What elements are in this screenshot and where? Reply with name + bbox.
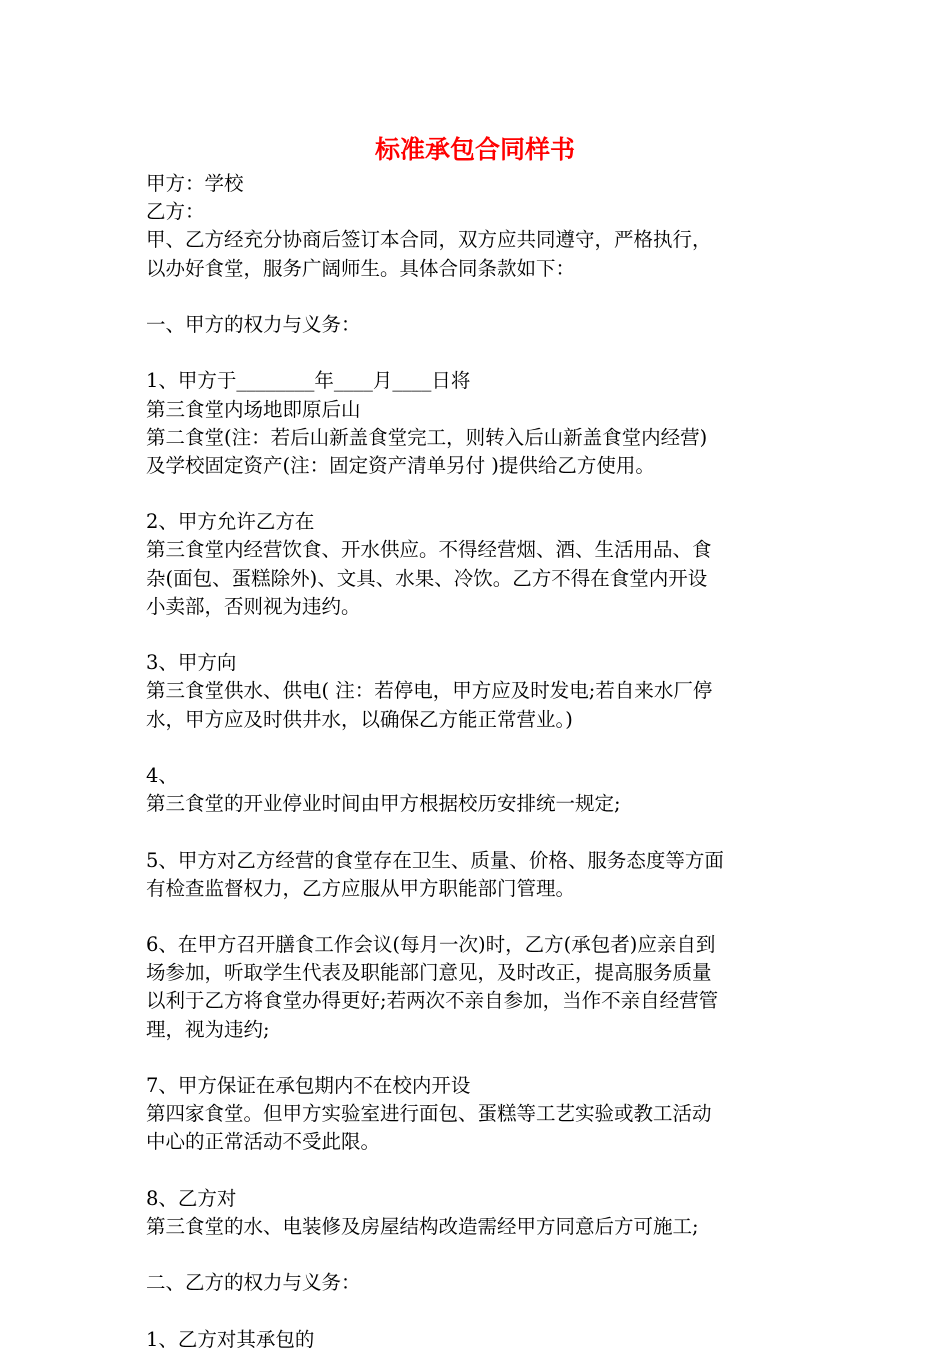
paragraph-gap [146, 1157, 818, 1185]
paragraph-gap [146, 1044, 818, 1072]
text-line: 二、乙方的权力与义务： [146, 1271, 361, 1295]
paragraph-gap [146, 621, 818, 649]
text-line: 小卖部，否则视为违约。 [146, 594, 361, 618]
document-title: 标准承包合同样书 [374, 135, 575, 164]
text-line: 4、 [146, 763, 178, 787]
paragraph-gap [146, 339, 818, 367]
paragraph-gap [146, 480, 818, 508]
text-line: 水，甲方应及时供井水，以确保乙方能正常营业。) [146, 707, 573, 731]
text-line: 7、甲方保证在承包期内不在校内开设 [146, 1074, 471, 1097]
text-line: 以利于乙方将食堂办得更好;若两次不亲自参加，当作不亲自经营管 [146, 989, 719, 1013]
text-line: 杂(面包、蛋糕除外)、文具、水果、冷饮。乙方不得在食堂内开设 [146, 566, 708, 590]
text-line: 8、乙方对 [146, 1186, 237, 1210]
document-body [146, 170, 818, 1354]
text-line: 有检查监督权力，乙方应服从甲方职能部门管理。 [146, 876, 576, 900]
text-line: 第三食堂内场地即原后山 [146, 397, 361, 421]
text-line: 1、甲方于________年____月____日将 [146, 369, 471, 393]
text-line: 第三食堂供水、供电( 注：若停电，甲方应及时发电;若自来水厂停 [146, 679, 713, 703]
text-line: 第三食堂内经营饮食、开水供应。不得经营烟、酒、生活用品、食 [146, 538, 712, 562]
text-line: 第三食堂的开业停业时间由甲方根据校历安排统一规定; [146, 792, 621, 816]
text-line: 以办好食堂，服务广阔师生。具体合同条款如下： [146, 256, 576, 280]
paragraph-gap [146, 1298, 818, 1326]
text-line: 第二食堂(注：若后山新盖食堂完工，则转入后山新盖食堂内经营) [146, 425, 708, 449]
text-line: 场参加，听取学生代表及职能部门意见，及时改正，提高服务质量 [146, 961, 712, 985]
text-line: 1、乙方对其承包的 [146, 1327, 315, 1351]
text-line: 乙方： [146, 200, 205, 224]
text-line: 中心的正常活动不受此限。 [146, 1130, 381, 1154]
text-line: 第四家食堂。但甲方实验室进行面包、蛋糕等工艺实验或教工活动 [146, 1102, 712, 1126]
paragraph-gap [146, 734, 818, 762]
paragraph-gap [146, 283, 818, 311]
paragraph-gap [146, 1241, 818, 1269]
text-line: 5、甲方对乙方经营的食堂存在卫生、质量、价格、服务态度等方面 [146, 848, 724, 872]
text-line: 理，视为违约; [146, 1017, 270, 1041]
paragraph-gap [146, 903, 818, 931]
text-line: 甲方：学校 [146, 172, 244, 195]
text-line: 甲、乙方经充分协商后签订本合同，双方应共同遵守，严格执行， [146, 228, 712, 252]
text-line: 及学校固定资产(注：固定资产清单另付 )提供给乙方使用。 [146, 453, 655, 477]
text-line: 3、甲方向 [146, 651, 237, 675]
text-line: 2、甲方允许乙方在 [146, 510, 315, 534]
text-line: 6、在甲方召开膳食工作会议(每月一次)时，乙方(承包者)应亲自到 [146, 933, 716, 957]
paragraph-gap [146, 818, 818, 846]
text-line: 一、甲方的权力与义务： [146, 312, 361, 336]
text-line: 第三食堂的水、电装修及房屋结构改造需经甲方同意后方可施工; [146, 1214, 699, 1238]
